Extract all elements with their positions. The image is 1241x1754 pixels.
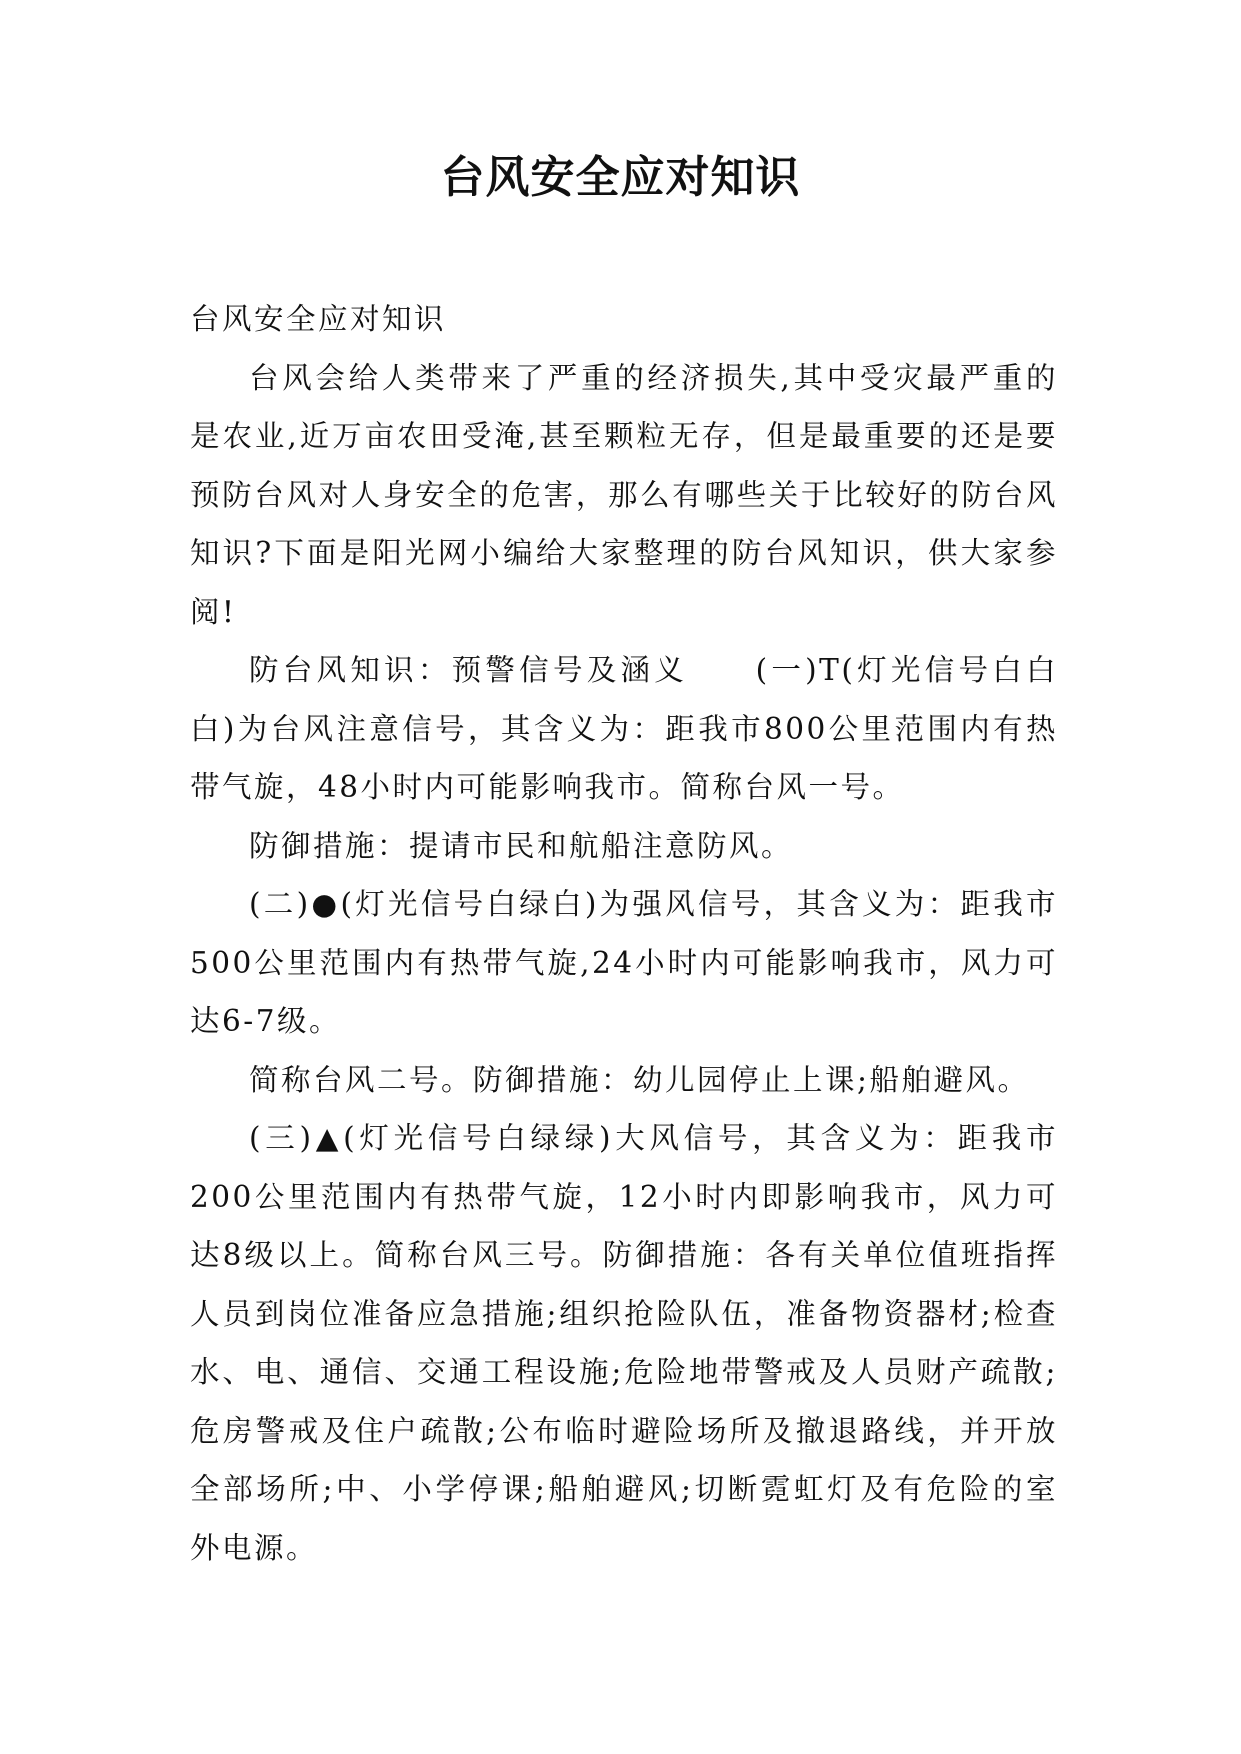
signal-two-measures-paragraph: 简称台风二号。防御措施：幼儿园停止上课;船舶避风。 (249, 1062, 1030, 1097)
document-title: 台风安全应对知识 (440, 152, 801, 203)
intro-paragraph: 台风会给人类带来了严重的经济损失,其中受灾最严重的是农业,近万亩农田受淹,甚至颗粒无存，但是最重要的还是要预防台风对人身安全的危害，那么有哪些关于比较好的防台风知识?下面是阳光网小编给大家整理的防台风知识，供大家参阅! (190, 360, 1058, 629)
subtitle-paragraph: 台风安全应对知识 (190, 302, 447, 336)
signal-one-measures-paragraph: 防御措施：提请市民和航船注意防风。 (249, 828, 794, 863)
signal-one-paragraph: 防台风知识：预警信号及涵义 (一)T(灯光信号白白白)为台风注意信号，其含义为：距我市800公里范围内有热带气旋，48小时内可能影响我市。简称台风一号。 (190, 653, 1058, 804)
document-body (190, 290, 1058, 1577)
signal-two-paragraph: (二)●(灯光信号白绿白)为强风信号，其含义为：距我市500公里范围内有热带气旋,24小时内可能影响我市，风力可达6-7级。 (190, 887, 1058, 1038)
signal-three-paragraph: (三)▲(灯光信号白绿绿)大风信号，其含义为：距我市200公里范围内有热带气旋，12小时内即影响我市，风力可达8级以上。简称台风三号。防御措施：各有关单位值班指挥人员到岗位准备应急措施;组织抢险队伍，准备物资器材;检查水、电、通信、交通工程设施;危险地带警戒及人员财产疏散;危房警戒及住户疏散;公布临时避险场所及撤退路线，并开放全部场所;中、小学停课;船舶避风;切断霓虹灯及有危险的室外电源。 (190, 1121, 1058, 1565)
